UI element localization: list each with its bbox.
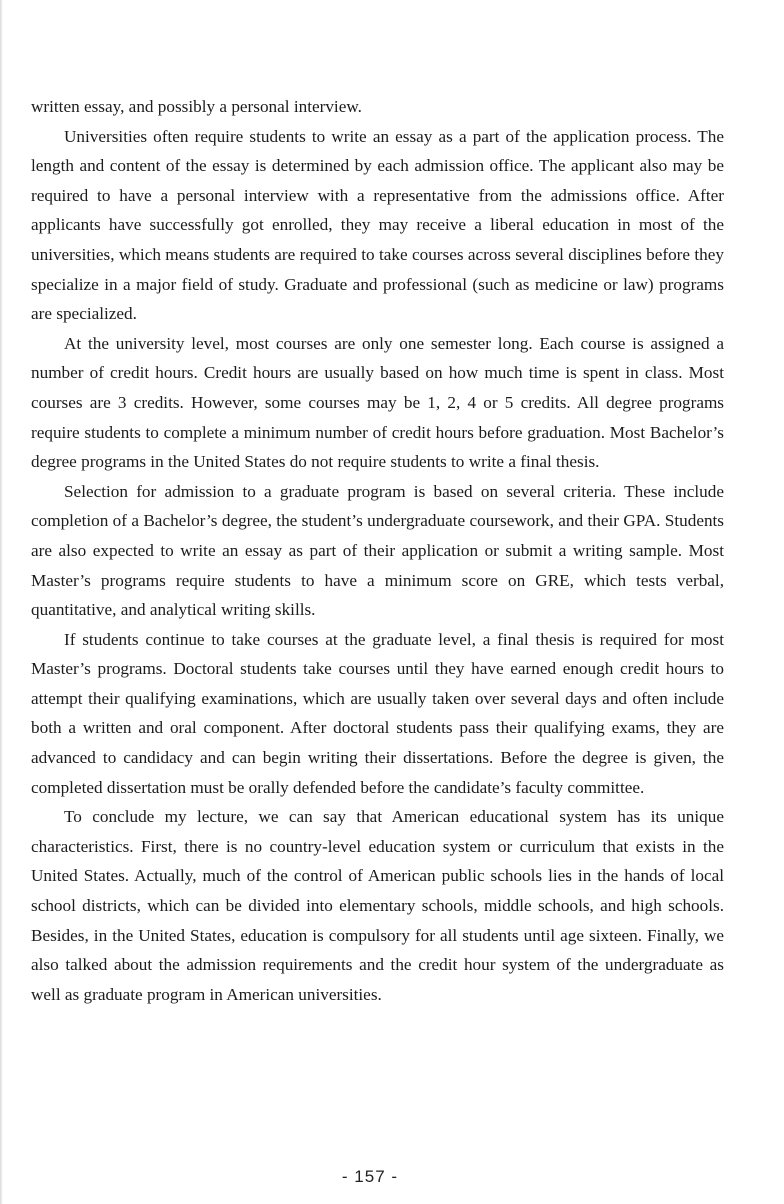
page-edge	[0, 0, 3, 1204]
paragraph-graduate-admission: Selection for admission to a graduate program is based on several criteria. These include completion of a Bachelor’s degree, the student’s undergraduate coursework, and their GPA. Students are also expected to write an essay as part of their application or submit a writing sample. Most Master’s programs require students to have a minimum score on GRE, which tests verbal, quantitative, and analytical writing skills.	[31, 481, 724, 620]
paragraph-continued: written essay, and possibly a personal interview.	[31, 97, 362, 116]
body-text	[31, 92, 724, 1009]
paragraph-graduate-level: If students continue to take courses at the graduate level, a final thesis is required for most Master’s programs. Doctoral students take courses until they have earned enough credit hours to attempt their qualifying examinations, which are usually taken over several days and often include both a written and oral component. After doctoral students pass their qualifying exams, they are advanced to candidacy and can begin writing their dissertations. Before the degree is given, the completed dissertation must be orally defended before the candidate’s faculty committee.	[31, 629, 724, 797]
page-number: - 157 -	[341, 1167, 399, 1186]
paragraph-application-essay: Universities often require students to write an essay as a part of the application process. The length and content of the essay is determined by each admission office. The applicant also may be required to have a personal interview with a representative from the admissions office. After applicants have successfully got enrolled, they may receive a liberal education in most of the universities, which means students are required to take courses across several disciplines before they specialize in a major field of study. Graduate and professional (such as medicine or law) programs are specialized.	[31, 126, 724, 324]
paragraph-conclusion: To conclude my lecture, we can say that American educational system has its unique characteristics. First, there is no country-level education system or curriculum that exists in the United States. Actually, much of the control of American public schools lies in the hands of local school districts, which can be divided into elementary schools, middle schools, and high schools. Besides, in the United States, education is compulsory for all students until age sixteen. Finally, we also talked about the admission requirements and the credit hour system of the undergraduate as well as graduate program in American universities.	[31, 807, 724, 1004]
paragraph-credit-hours: At the university level, most courses are only one semester long. Each course is assigned a number of credit hours. Credit hours are usually based on how much time is spent in class. Most courses are 3 credits. However, some courses may be 1, 2, 4 or 5 credits. All degree programs require students to complete a minimum number of credit hours before graduation. Most Bachelor’s degree programs in the United States do not require students to write a final thesis.	[31, 333, 724, 472]
